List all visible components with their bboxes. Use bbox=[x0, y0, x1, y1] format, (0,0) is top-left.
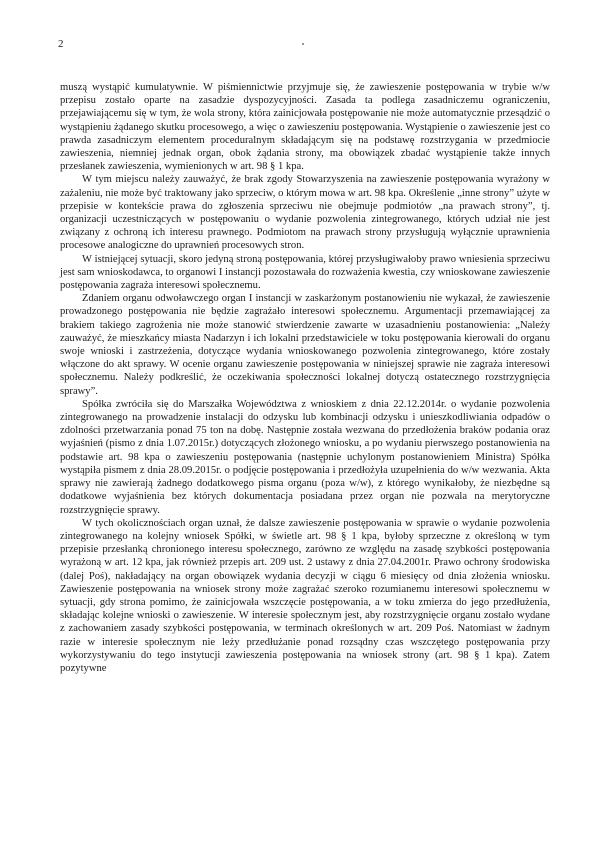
paragraph-5: Spółka zwróciła się do Marszałka Województwa z wnioskiem z dnia 22.12.2014r. o wydanie pozwolenia zintegrowanego na prowadzenie instalacji do odzysku lub kombinacji odzysku i unieszkodliwiania odpadów o zdolności przetwarzania ponad 75 ton na dobę. Następnie została wezwana do przedłożenia braków podania oraz wyjaśnień (pismo z dnia 1.07.2015r.) dotyczących złożonego wniosku, a po wydaniu pierwszego postanowienia na podstawie art. 98 kpa o zawieszeniu postępowania (następnie uchylonym postanowieniem Ministra) Spółka wystąpiła pismem z dnia 28.09.2015r. o podjęcie postępowania i przedłożyła uzupełnienia do w/w wezwania. Akta sprawy nie zawierają żadnego dodatkowego pisma organu (poza w/w), z którego wynikałoby, że niezbędne są dodatkowe wyjaśnienia bez których dokumentacja posiadana przez organ nie pozwala na merytoryczne rozstrzygnięcie sprawy. bbox=[60, 398, 550, 516]
paragraph-1: muszą wystąpić kumulatywnie. W piśmiennictwie przyjmuje się, że zawieszenie postępowania w trybie w/w przepisu zostało oparte na zasadzie dyspozycyjności. Zasada ta podlega zasadniczemu ograniczeniu, przejawiającemu się w tym, że wola strony, która zainicjowała postępowanie nie może automatycznie przesądzić o wystąpieniu żądanego skutku procesowego, a więc o zawieszeniu postępowania. Wystąpienie o zawieszenie jest co prawda zasadniczym elementem proceduralnym składającym się na podstawę rozstrzygania w przedmiocie zawieszenia, niemniej jednak organ, obok żądania strony, ma obowiązek zbadać wystąpienie także innych przesłanek zawieszenia, wymienionych w art. 98 § 1 kpa. bbox=[60, 82, 550, 173]
page-number: 2 bbox=[58, 38, 64, 50]
scan-dot bbox=[302, 43, 304, 45]
document-body bbox=[60, 81, 550, 675]
paragraph-2: W tym miejscu należy zauważyć, że brak zgody Stowarzyszenia na zawieszenie postępowania wyrażony w zażaleniu, nie może być traktowany jako sprzeciw, o którym mowa w art. 98 kpa. Określenie „inne strony” użyte w przepisie w kontekście prawa do zgłoszenia sprzeciwu nie obejmuje podmiotów „na prawach strony”, tj. organizacji uczestniczących w postępowaniu o wydanie pozwolenia zintegrowanego, których udział nie jest związany z ochroną ich interesu prawnego. Podmiotom na prawach strony przysługują wyłącznie uprawnienia procesowe analogiczne do uprawnień procesowych stron. bbox=[60, 174, 550, 252]
paragraph-6: W tych okolicznościach organ uznał, że dalsze zawieszenie postępowania w sprawie o wydanie pozwolenia zintegrowanego na kolejny wniosek Spółki, w świetle art. 98 § 1 kpa, byłoby sprzeczne z określoną w tym przepisie przesłanką chronionego interesu społecznego, zarówno ze względu na zasadę szybkości postępowania wyrażoną w art. 12 kpa, jak również przepis art. 209 ust. 2 ustawy z dnia 27.04.2001r. Prawo ochrony środowiska (dalej Poś), nakładający na organ obowiązek wydania decyzji w ciągu 6 miesięcy od dnia złożenia wniosku. Zawieszenie postępowania na wniosek strony może zagrażać szeroko rozumianemu interesowi społecznemu w sytuacji, gdy strona pomimo, że zainicjowała wszczęcie postępowania, a w toku zmierza do jego przedłużenia, składając kolejne wnioski o zawieszenie. W interesie społecznym jest, aby rozstrzygnięcie organu zostało wydane z zachowaniem zasady szybkości postępowania, w terminach określonych w art. 209 Poś. Natomiast w żadnym razie w interesie społecznym nie leży przedłużanie ponad rozsądny czas wszczętego postępowania przy wykorzystywaniu do tego instytucji zawieszenia postępowania na wniosek strony (art. 98 § 1 kpa). Zatem pozytywne bbox=[60, 517, 550, 674]
paragraph-3: W istniejącej sytuacji, skoro jedyną stroną postępowania, której przysługiwałoby prawo wniesienia sprzeciwu jest sam wnioskodawca, to organowi I instancji pozostawała do rozważenia kwestia, czy wnioskowane zawieszenie postępowania zagraża interesowi społecznemu. bbox=[60, 253, 550, 292]
paragraph-4: Zdaniem organu odwoławczego organ I instancji w zaskarżonym postanowieniu nie wykazał, że zawieszenie prowadzonego postępowania nie będzie zagrażało interesowi społecznemu. Argumentacji przemawiającej za brakiem takiego zagrożenia nie może stanowić stwierdzenie zawarte w uzasadnieniu postanowienia: „Należy zauważyć, że mieszkańcy miasta Nadarzyn i ich lokalni przedstawiciele w toku postępowania kierowali do organu swoje wnioski i zastrzeżenia, dotyczące wydania wnioskowanego pozwolenia zintegrowanego, które zostały włączone do akt sprawy. W ocenie organu zawieszenie postępowania w niniejszej sprawie nie zagraża interesowi społecznemu. Należy podkreślić, że oczekiwania społeczności lokalnej dotyczą ostatecznego rozstrzygnięcia sprawy”. bbox=[60, 293, 550, 397]
